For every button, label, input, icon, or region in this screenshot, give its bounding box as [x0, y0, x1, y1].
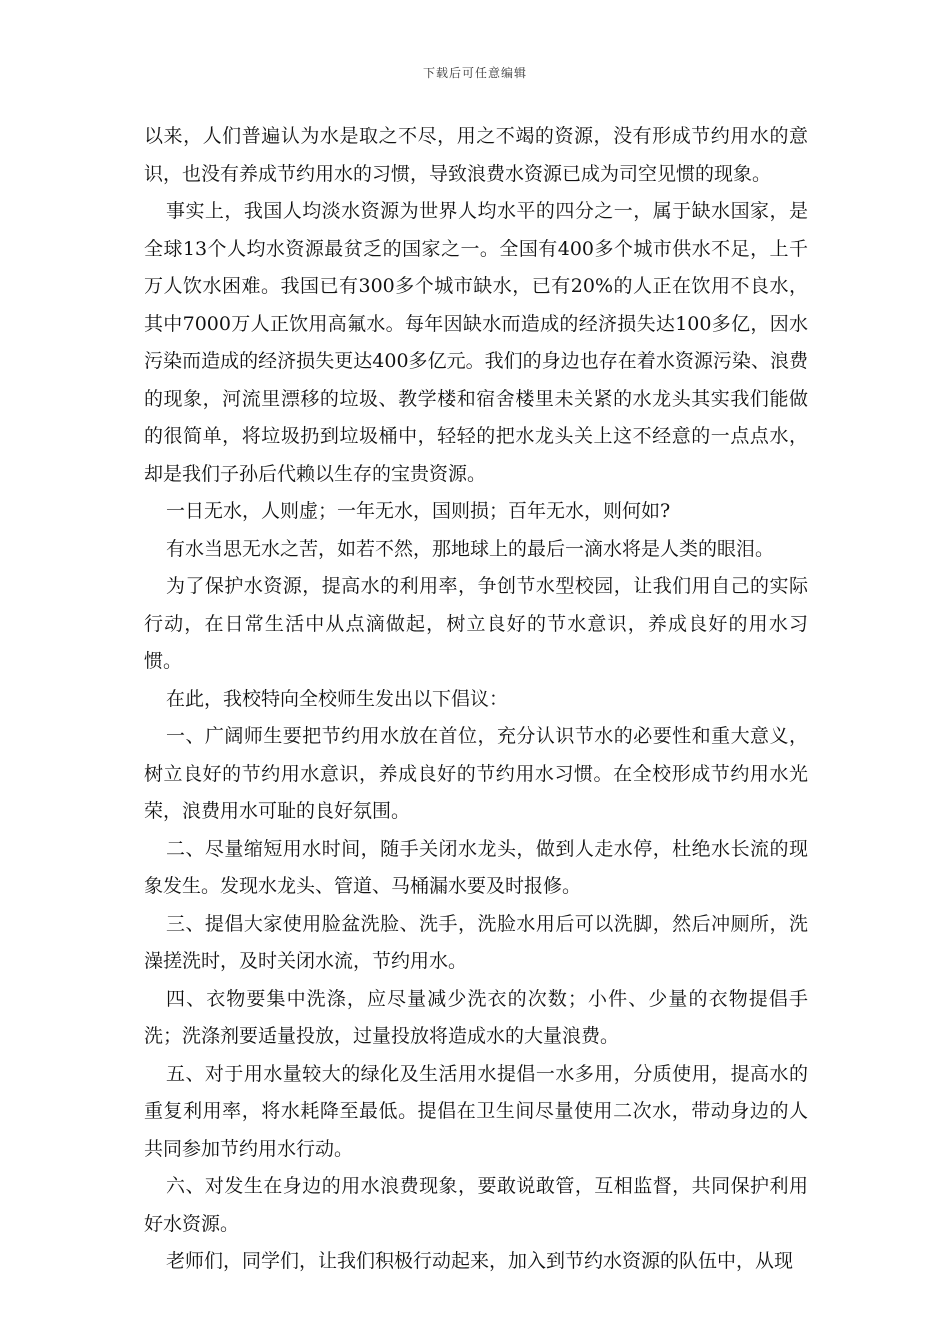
paragraph-11: 五、对于用水量较大的绿化及生活用水提倡一水多用，分质使用，提高水的重复利用率，将水耗降至最低。提倡在卫生间尽量使用二次水，带动身边的人共同参加节约用水行动。	[144, 1062, 808, 1160]
paragraph-13: 老师们，同学们，让我们积极行动起来，加入到节约水资源的队伍中，从现	[166, 1250, 794, 1272]
document-body	[144, 118, 808, 1281]
paragraph-9: 三、提倡大家使用脸盆洗脸、洗手，洗脸水用后可以洗脚，然后冲厕所，洗澡搓洗时，及时关闭水流，节约用水。	[144, 912, 808, 972]
paragraph-2: 事实上，我国人均淡水资源为世界人均水平的四分之一，属于缺水国家，是全球13个人均水资源最贫乏的国家之一。全国有400多个城市供水不足，上千万人饮水困难。我国已有300多个城市缺水，已有20%的人正在饮用不良水，其中7000万人正饮用高氟水。每年因缺水而造成的经济损失达100多亿，因水污染而造成的经济损失更达400多亿元。我们的身边也存在着水资源污染、浪费的现象，河流里漂移的垃圾、教学楼和宿舍楼里未关紧的水龙头其实我们能做的很简单，将垃圾扔到垃圾桶中，轻轻的把水龙头关上这不经意的一点点水，却是我们子孙后代赖以生存的宝贵资源。	[144, 200, 808, 485]
paragraph-8: 二、尽量缩短用水时间，随手关闭水龙头，做到人走水停，杜绝水长流的现象发生。发现水龙头、管道、马桶漏水要及时报修。	[144, 837, 808, 897]
paragraph-5: 为了保护水资源，提高水的利用率，争创节水型校园，让我们用自己的实际行动，在日常生活中从点滴做起，树立良好的节水意识，养成良好的用水习惯。	[144, 575, 808, 672]
paragraph-10: 四、衣物要集中洗涤，应尽量减少洗衣的次数；小件、少量的衣物提倡手洗；洗涤剂要适量投放，过量投放将造成水的大量浪费。	[144, 987, 808, 1047]
paragraph-6: 在此，我校特向全校师生发出以下倡议：	[166, 687, 509, 710]
paragraph-4: 有水当思无水之苦，如若不然，那地球上的最后一滴水将是人类的眼泪。	[166, 537, 775, 560]
paragraph-1: 以来，人们普遍认为水是取之不尽，用之不竭的资源，没有形成节约用水的意识，也没有养成节约用水的习惯，导致浪费水资源已成为司空见惯的现象。	[144, 125, 808, 185]
paragraph-12: 六、对发生在身边的用水浪费现象，要敢说敢管，互相监督，共同保护利用好水资源。	[144, 1175, 808, 1235]
paragraph-7: 一、广阔师生要把节约用水放在首位，充分认识节水的必要性和重大意义，树立良好的节约用水意识，养成良好的节约用水习惯。在全校形成节约用水光荣，浪费用水可耻的良好氛围。	[144, 725, 808, 822]
paragraph-3: 一日无水，人则虚；一年无水，国则损；百年无水，则何如?	[166, 500, 671, 522]
page-header: 下载后可任意编辑	[422, 66, 527, 80]
